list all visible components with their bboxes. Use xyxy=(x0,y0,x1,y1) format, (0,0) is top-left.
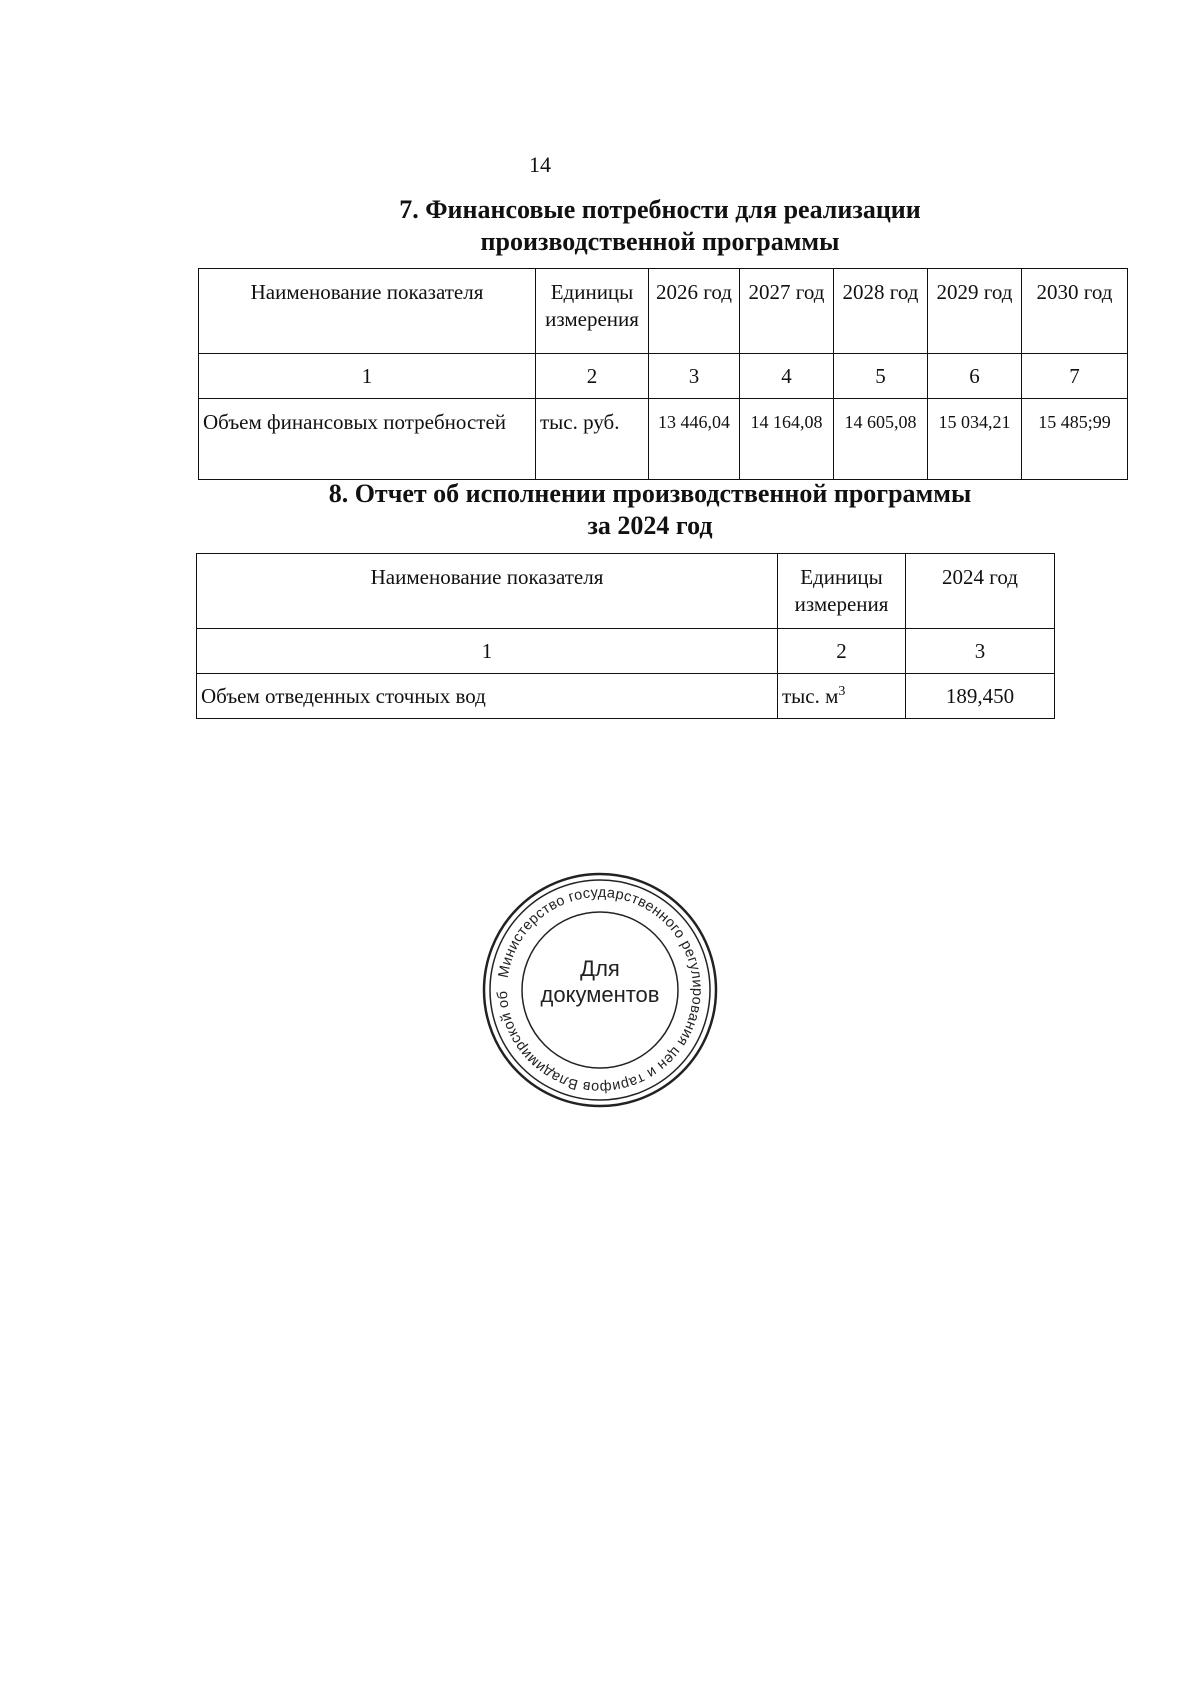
table-row xyxy=(199,399,1128,480)
section8-title-line1: 8. Отчет об исполнении производственной программы xyxy=(328,479,972,508)
column-number: 1 xyxy=(197,629,778,674)
header-cell: 2029 год xyxy=(928,269,1022,354)
section7-title-line2: производственной программы xyxy=(480,227,840,256)
header-cell: 2026 год xyxy=(649,269,740,354)
column-number-row xyxy=(197,629,1055,674)
column-number: 3 xyxy=(649,354,740,399)
column-number: 6 xyxy=(928,354,1022,399)
section7-title-line1: 7. Финансовые потребности для реализации xyxy=(399,195,921,224)
column-number-row xyxy=(199,354,1128,399)
unit-cell: тыс. руб. xyxy=(536,399,649,480)
header-cell: 2027 год xyxy=(740,269,834,354)
value-2027: 14 164,08 xyxy=(740,399,834,480)
section8-title xyxy=(190,478,1110,542)
seal-ring-text: Министерство государственного регулирования цен и тарифов Владимирской об xyxy=(494,884,706,1096)
seal-center-line1: Для xyxy=(580,956,620,981)
value-2024: 189,450 xyxy=(906,674,1055,719)
value-2028: 14 605,08 xyxy=(834,399,928,480)
header-cell: Наименование показателя xyxy=(197,554,778,629)
table-row xyxy=(197,674,1055,719)
seal-center-line2: документов xyxy=(540,982,660,1007)
financial-needs-table xyxy=(198,268,1128,480)
header-cell: Единицы измерения xyxy=(536,269,649,354)
indicator-name: Объем отведенных сточных вод xyxy=(197,674,778,719)
column-number: 3 xyxy=(906,629,1055,674)
column-number: 5 xyxy=(834,354,928,399)
official-seal xyxy=(480,870,720,1110)
table-header-row xyxy=(199,269,1128,354)
header-cell: 2030 год xyxy=(1022,269,1128,354)
section8-title-line2: за 2024 год xyxy=(587,511,713,540)
header-cell: Наименование показателя xyxy=(199,269,536,354)
page-number: 14 xyxy=(529,152,551,177)
seal-center-text xyxy=(480,956,720,1008)
value-2026: 13 446,04 xyxy=(649,399,740,480)
unit-superscript: 3 xyxy=(838,683,846,699)
value-2029: 15 034,21 xyxy=(928,399,1022,480)
column-number: 1 xyxy=(199,354,536,399)
header-cell: Единицы измерения xyxy=(778,554,906,629)
unit-text: тыс. м xyxy=(782,683,839,708)
unit-cell xyxy=(778,674,906,719)
column-number: 4 xyxy=(740,354,834,399)
column-number: 7 xyxy=(1022,354,1128,399)
program-report-table xyxy=(196,553,1055,719)
column-number: 2 xyxy=(778,629,906,674)
section7-title xyxy=(200,194,1120,258)
column-number: 2 xyxy=(536,354,649,399)
header-cell: 2024 год xyxy=(906,554,1055,629)
header-cell: 2028 год xyxy=(834,269,928,354)
indicator-name: Объем финансовых потребностей xyxy=(199,399,536,480)
value-2030: 15 485;99 xyxy=(1022,399,1128,480)
table-header-row xyxy=(197,554,1055,629)
